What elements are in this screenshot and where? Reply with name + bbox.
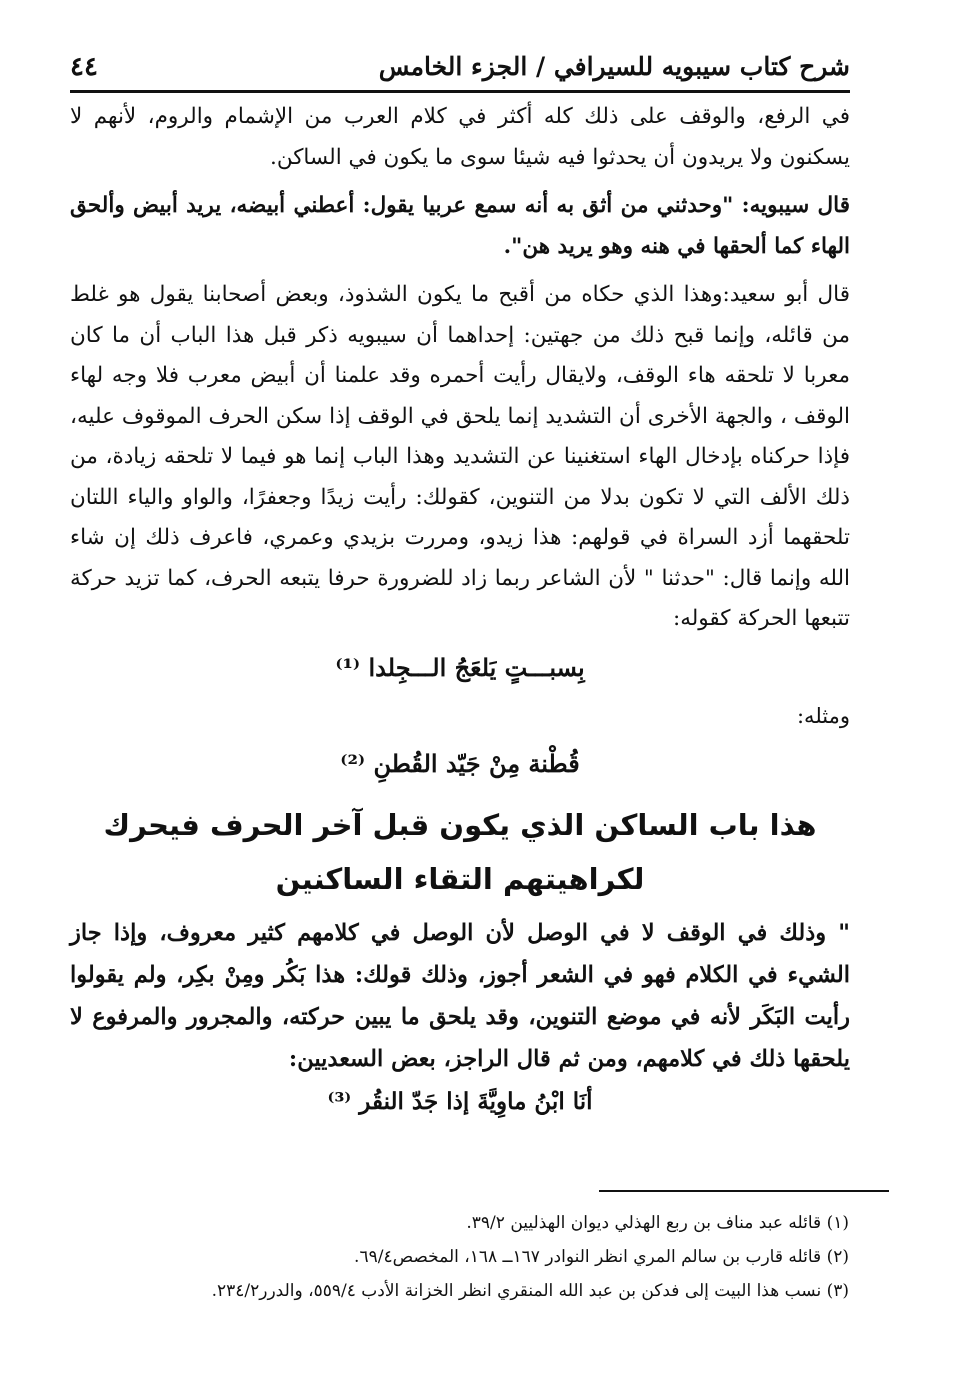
running-header	[70, 38, 850, 93]
paragraph-1: في الرفع، والوقف على ذلك كله أكثر في كلام العرب من الإشمام والروم، لأنهم لا يسكنون ولا يريدون أن يحدثوا فيه شيئا سوى ما يكون في الساكن.	[70, 104, 850, 170]
book-page	[70, 38, 850, 1130]
verse-3: أنَا ابْنُ ماوِيَّةَ إذا جَدّ النقُر ⁽³⁾	[327, 1087, 593, 1115]
verse-2: قُطْنة مِنْ جَيّد القُطنِ ⁽²⁾	[340, 748, 580, 778]
footnote-2: (٢) قائله قارب بن سالم المري انظر النوادر ١٦٧ــ ١٦٨، المخصص٦٩/٤.	[354, 1247, 849, 1267]
footnote-3: (٣) نسب هذا البيت إلى فدكن بن عبد الله المنقري انظر الخزانة الأدب ٥٥٩/٤، والدرر٢٣٤/٢.	[211, 1281, 849, 1301]
abu-said-commentary: قال أبو سعيد:وهذا الذي حكاه من أقبح ما يكون الشذوذ، وبعض أصحابنا يقول هو غلط من قائله، وإنما قبح ذلك من جهتين: إحداهما أن سيبويه ذكر قبل هذا الباب أن ما كان معربا لا تلحقه هاء الوقف، ولايقال رأيت أحمره وقد علمنا أن أبيض معرب فلا وجه لهاء الوقف ، والجهة الأخرى أن التشديد إنما يلحق في الوقف إذا سكن الحرف الموقوف عليه، فإذا حركناه بإدخال الهاء استغنينا عن التشديد وهذا الباب إنما هو فيما لا تلحقه زيادة، من ذلك الألف التي لا تكون بدلا من التنوين، كقولك: رأيت زيدًا وجعفرًا، والواو والياء اللتان تلحقهما أزد السراة في قولهم: هذا زيدو، ومررت بزيدي وعمري، فاعرف ذلك إن شاء الله وإنما قال: "حدثنا " لأن الشاعر ربما زاد للضرورة حرفا يتبعه الحرف، كما تزيد حركة تتبعها الحركة كقوله:	[70, 282, 850, 631]
running-title: شرح كتاب سيبويه للسيرافي / الجزء الخامس	[378, 52, 850, 81]
main-text	[70, 97, 850, 1124]
footnote-1: (١) قائله عبد مناف بن ربع الهذلي ديوان الهذليين ٣٩/٢.	[466, 1213, 849, 1233]
chapter-title: هذا باب الساكن الذي يكون قبل آخر الحرف فيحرك لكراهيتهم التقاء الساكنين	[103, 807, 817, 896]
sibawayh-quote: قال سيبويه: "وحدثني من أثق به أنه سمع عربيا يقول: أعطني أبيضه، يريد أبيض وألحق الهاء كما ألحقها في هنه وهو يريد هن".	[70, 193, 850, 259]
mithluh-label: ومثله:	[796, 703, 850, 728]
verse-1: بِسبـــتٍ يَلعَجُ الـــجِلدا ⁽¹⁾	[335, 652, 585, 682]
chapter-paragraph: " وذلك في الوقف لا في الوصل لأن الوصل في كلامهم كثير معروف، وإذا جاز الشيء في الكلام فهو في الشعر أجوز، وذلك قولك: هذا بَكُر ومِنْ بكِر، ولم يقولوا رأيت البَكَر لأنه في موضع التنوين، وقد يلحق ما يبين حركته، والمجرور والمرفوع لا يلحقها ذلك في كلامهم، ومن ثم قال الراجز، بعض السعديين:	[70, 919, 850, 1072]
footnotes	[90, 1206, 849, 1308]
footnote-divider	[599, 1190, 889, 1192]
page-number: ٤٤	[70, 52, 98, 82]
